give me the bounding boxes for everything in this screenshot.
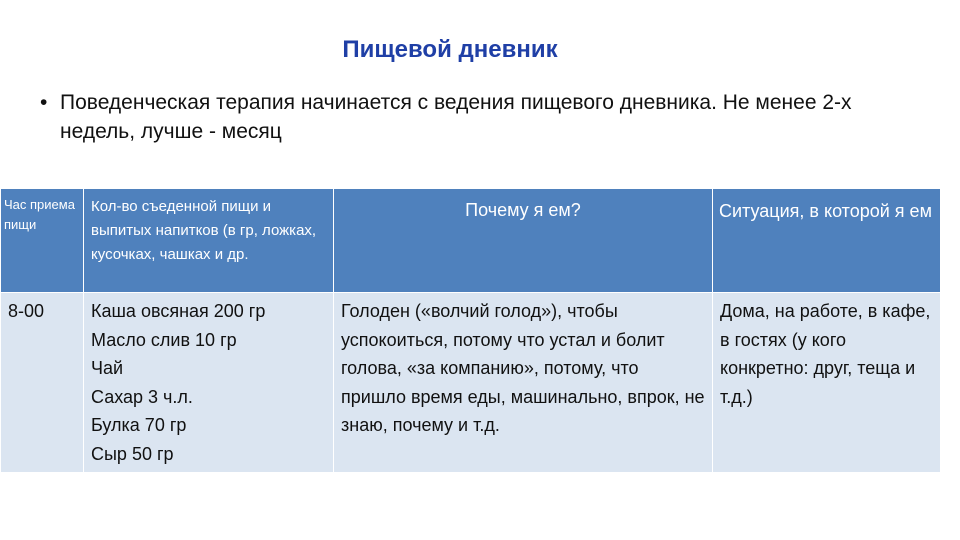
table-header-row: [1, 189, 941, 293]
slide-title: [0, 36, 960, 64]
cell-why: Голоден («волчий голод»), чтобы успокоиться, потому что устал и болит голова, «за компанию», потому, что пришло время еды, машинально, впрок, не знаю, почему и т.д.: [334, 293, 713, 473]
cell-situation: Дома, на работе, в кафе, в гостях (у кого конкретно: друг, теща и т.д.): [713, 293, 941, 473]
header-situation: Ситуация, в которой я ем: [713, 189, 941, 293]
food-item: Сыр 50 гр: [91, 443, 174, 464]
cell-food: [84, 293, 334, 473]
food-item: Сахар 3 ч.л.: [91, 386, 193, 407]
food-item: Каша овсяная 200 гр: [91, 301, 266, 321]
bullet-point: [40, 88, 920, 146]
bullet-dot-icon: •: [40, 91, 48, 114]
bullet-text: Поведенческая терапия начинается с ведения пищевого дневника. Не менее 2-х недель, лучше - месяц: [60, 91, 852, 143]
table-row: [1, 293, 941, 473]
header-time: Час приема пищи: [1, 189, 84, 293]
slide-title-text: Пищевой дневник: [342, 36, 558, 63]
food-item: Масло слив 10 гр: [91, 329, 237, 350]
food-item: Чай: [91, 358, 124, 378]
header-quantity: Кол-во съеденной пищи и выпитых напитков (в гр, ложках, кусочках, чашках и др.: [84, 189, 334, 293]
food-item: Булка 70 гр: [91, 415, 187, 435]
header-why: Почему я ем?: [334, 189, 713, 293]
cell-time: 8-00: [1, 293, 84, 473]
food-diary-table: [0, 188, 941, 473]
